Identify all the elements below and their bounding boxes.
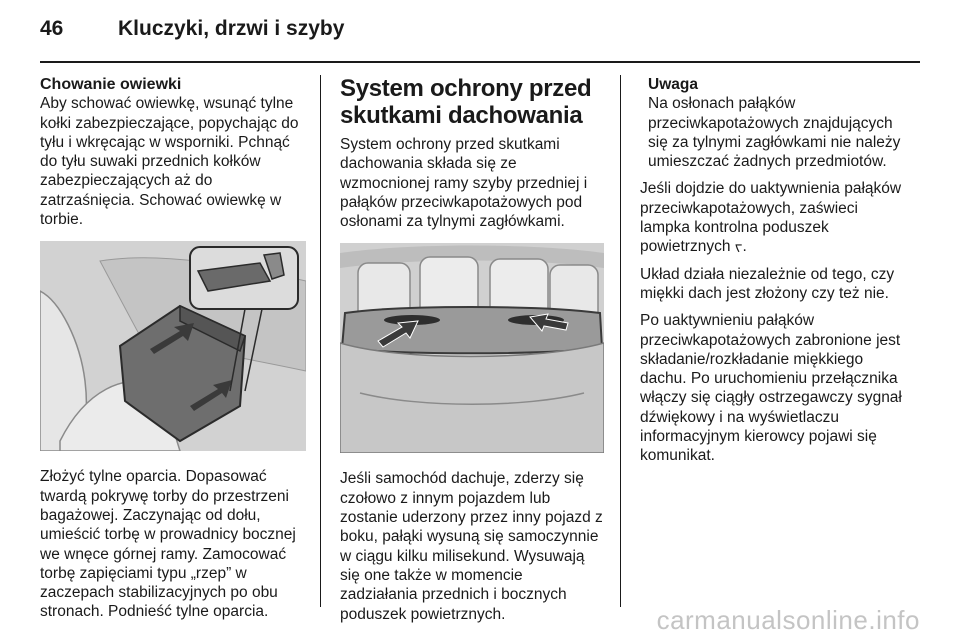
note-box — [640, 75, 910, 171]
paragraph-independent: Układ działa niezależnie od tego, czy miękki dach jest złożony czy też nie. — [640, 265, 895, 302]
illustration-rollover-bars — [340, 243, 604, 453]
column-1 — [40, 75, 306, 622]
header-rule — [40, 61, 920, 63]
watermark: carmanualsonline.info — [656, 605, 920, 635]
airbag-warning-icon: ᡕ. — [734, 238, 747, 256]
column-3 — [640, 75, 910, 466]
paragraph-fold-seats: Złożyć tylne oparcia. Dopasować twardą pokrywę torby do przestrzeni bagażowej. Zaczynając od dołu, umieścić torbę w prowadnicy bocznej we wnęce górnej ramy. Zamocować torbę zapięciami typu „rzep” w zaczepach stabilizacyjnych po obu stronach. Podnieść tylne oparcia. — [40, 468, 296, 621]
page-number: 46 — [40, 17, 64, 40]
paragraph-after-activation: Po uaktywnieniu pałąków przeciwkapotażowych zabronione jest składanie/rozkładanie miękkiego dachu. Po uruchomieniu przełącznika włączy się ciągły ostrzegawczy sygnał dźwiękowy i na wyświetlaczu informacyjnym kierowcy pojawi się komunikat. — [640, 312, 902, 465]
section-heading-rollover: System ochrony przed skutkami dachowania — [340, 75, 592, 129]
section-heading-wind-deflector: Chowanie owiewki — [40, 76, 182, 93]
illustration-deflector-bag — [40, 241, 306, 451]
column-divider-2 — [620, 75, 621, 607]
paragraph-stow-deflector: Aby schować owiewkę, wsunąć tylne kołki zabezpieczające, popychając do tyłu i wkręcając w wsporniki. Pchnąć do tyłu suwaki przednich kołków zabezpieczających aż do zatrzaśnięcia. Schować owiewkę w torbie. — [40, 95, 299, 229]
page-header — [40, 17, 920, 51]
column-divider-1 — [320, 75, 321, 607]
paragraph-activation-text: Jeśli dojdzie do uaktywnienia pałąków przeciwkapotażowych, zaświeci lampka kontrolna poduszek powietrznych — [640, 180, 902, 256]
paragraph-rollover-system: System ochrony przed skutkami dachowania składa się ze wzmocnionej ramy szyby przedniej i pałąków przeciwkapotażowych pod osłonami za tylnymi zagłówkami. — [340, 136, 588, 231]
column-2 — [340, 75, 604, 624]
note-text: Na osłonach pałąków przeciwkapotażowych znajdujących się za tylnymi zagłówkami nie należy umieszczać żadnych przedmiotów. — [648, 95, 901, 171]
chapter-title: Kluczyki, drzwi i szyby — [118, 17, 345, 40]
note-title: Uwaga — [648, 76, 698, 93]
paragraph-rollover-trigger: Jeśli samochód dachuje, zderzy się czołowo z innym pojazdem lub zostanie uderzony przez inny pojazd z boku, pałąki wysuną się samoczynnie w ciągu kilku milisekund. Wysuwają się one także w momencie zadziałania przednich i bocznych poduszek powietrznych. — [340, 470, 603, 623]
paragraph-activation — [640, 179, 910, 256]
